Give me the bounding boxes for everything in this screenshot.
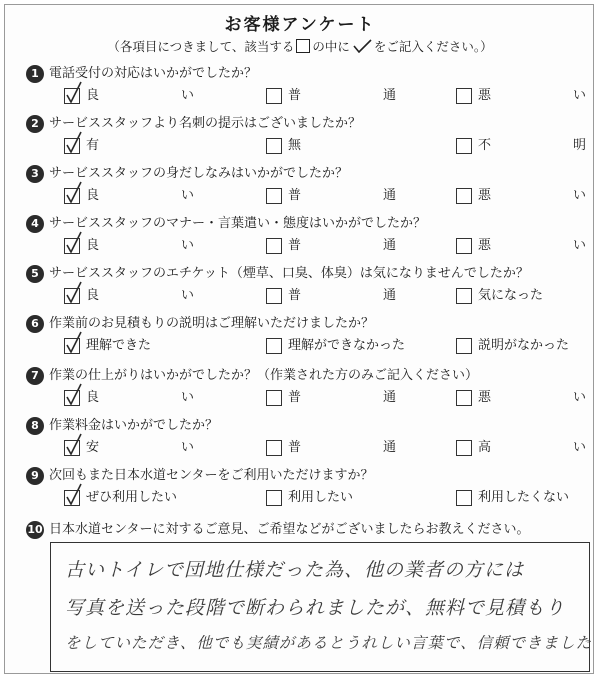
checkbox[interactable] [266,138,282,154]
checkbox[interactable] [64,288,80,304]
option-label: 説明がなかった [478,338,570,353]
option-label: 理解ができなかった [288,338,406,353]
option-label: 気になった [478,288,544,303]
question-text: サービススタッフのエチケット（煙草、口臭、体臭）は気になりませんでしたか？ [49,266,529,281]
checkmark-icon [66,131,82,155]
checkbox[interactable] [266,238,282,254]
option-label: 普 通 [288,390,396,405]
option-label: 高 い [478,440,586,455]
comment-box[interactable] [50,542,593,672]
instruction-after: をご記入ください。） [373,39,493,54]
question-text: サービススタッフのマナー・言葉遣い・態度はいかがでしたか？ [49,216,427,231]
checkbox[interactable] [64,238,80,254]
question-number-badge: 4 [26,215,44,233]
question-number-badge: 6 [26,315,44,333]
checkbox[interactable] [64,490,80,506]
question-number-badge: 1 [26,65,44,83]
option-label: 普 通 [288,288,396,303]
question-7 [26,366,586,414]
instruction-before: （各項目につきまして、該当する [107,39,295,54]
instruction-middle: の中に [312,39,350,54]
option-label: 理解できた [86,338,152,353]
checkbox[interactable] [64,188,80,204]
checkbox[interactable] [456,138,472,154]
handwritten-line: 古いトイレで団地仕様だった為、他の業者の方には [65,559,525,581]
question-1 [26,64,586,112]
checkbox[interactable] [266,440,282,456]
question-text: 日本水道センターに対するご意見、ご希望などがございましたらお教えください。 [49,522,530,537]
question-number-badge: 5 [26,265,44,283]
question-number-badge: 3 [26,165,44,183]
question-text: サービススタッフの身だしなみはいかがでしたか？ [49,166,349,181]
question-number-badge: 2 [26,115,44,133]
checkmark-sample-icon [350,39,374,53]
checkbox[interactable] [456,440,472,456]
question-number-badge: 10 [26,521,44,539]
option-label: 良 い [86,88,194,103]
checkbox[interactable] [266,88,282,104]
handwritten-line: をしていただき、他でも実績があるとうれしい言葉で、信頼できました [65,634,593,652]
checkbox[interactable] [266,390,282,406]
checkbox[interactable] [266,288,282,304]
checkmark-icon [66,231,82,255]
checkmark-icon [66,433,82,457]
checkbox[interactable] [456,390,472,406]
question-text: サービススタッフより名刺の提示はございましたか？ [49,116,362,131]
option-label: 悪 い [478,390,586,405]
checkmark-icon [66,383,82,407]
question-text: 作業料金はいかがでしたか？ [49,418,219,433]
question-number-badge: 7 [26,367,44,385]
option-label: 利用したくない [478,490,570,505]
handwritten-line: 写真を送った段階で断わられましたが、無料で見積もり [65,597,566,619]
survey-title: お客様アンケート [224,15,376,35]
question-number-badge: 9 [26,467,44,485]
question-text: 電話受付の対応はいかがでしたか？ [49,66,258,81]
checkmark-icon [66,483,82,507]
checkbox[interactable] [266,338,282,354]
checkbox[interactable] [64,440,80,456]
option-label: 普 通 [288,440,396,455]
option-label: 悪 い [478,238,586,253]
question-2 [26,114,586,162]
option-label: 悪 い [478,88,586,103]
checkbox[interactable] [64,390,80,406]
question-6 [26,314,586,362]
question-5 [26,264,586,312]
option-label: 普 通 [288,88,396,103]
question-4 [26,214,586,262]
question-text: 作業の仕上がりはいかがでしたか？（作業された方のみご記入ください） [49,368,479,383]
checkbox[interactable] [456,288,472,304]
option-label: 不 明 [478,138,586,153]
checkmark-icon [66,281,82,305]
checkbox[interactable] [64,338,80,354]
checkmark-icon [66,81,82,105]
option-label: 良 い [86,288,194,303]
checkbox[interactable] [456,338,472,354]
option-label: 安 い [86,440,194,455]
checkbox[interactable] [456,88,472,104]
option-label: 悪 い [478,188,586,203]
instruction-text [0,37,600,55]
checkbox[interactable] [266,490,282,506]
option-label: 有 [86,138,100,153]
question-text: 作業前のお見積もりの説明はご理解いただけましたか？ [49,316,375,331]
question-3 [26,164,586,212]
checkbox[interactable] [266,188,282,204]
question-text: 次回もまた日本水道センターをご利用いただけますか？ [49,468,374,483]
checkbox[interactable] [456,490,472,506]
checkbox[interactable] [456,238,472,254]
option-label: 良 い [86,390,194,405]
checkbox[interactable] [456,188,472,204]
question-8 [26,416,586,464]
question-9 [26,466,586,514]
checkbox[interactable] [64,138,80,154]
option-label: 利用したい [288,490,354,505]
checkbox-sample-icon [296,39,310,53]
checkbox[interactable] [64,88,80,104]
option-label: ぜひ利用したい [86,490,178,505]
option-label: 普 通 [288,188,396,203]
option-label: 良 い [86,238,194,253]
option-label: 普 通 [288,238,396,253]
checkmark-icon [66,181,82,205]
option-label: 良 い [86,188,194,203]
question-number-badge: 8 [26,417,44,435]
checkmark-icon [66,331,82,355]
option-label: 無 [288,138,302,153]
